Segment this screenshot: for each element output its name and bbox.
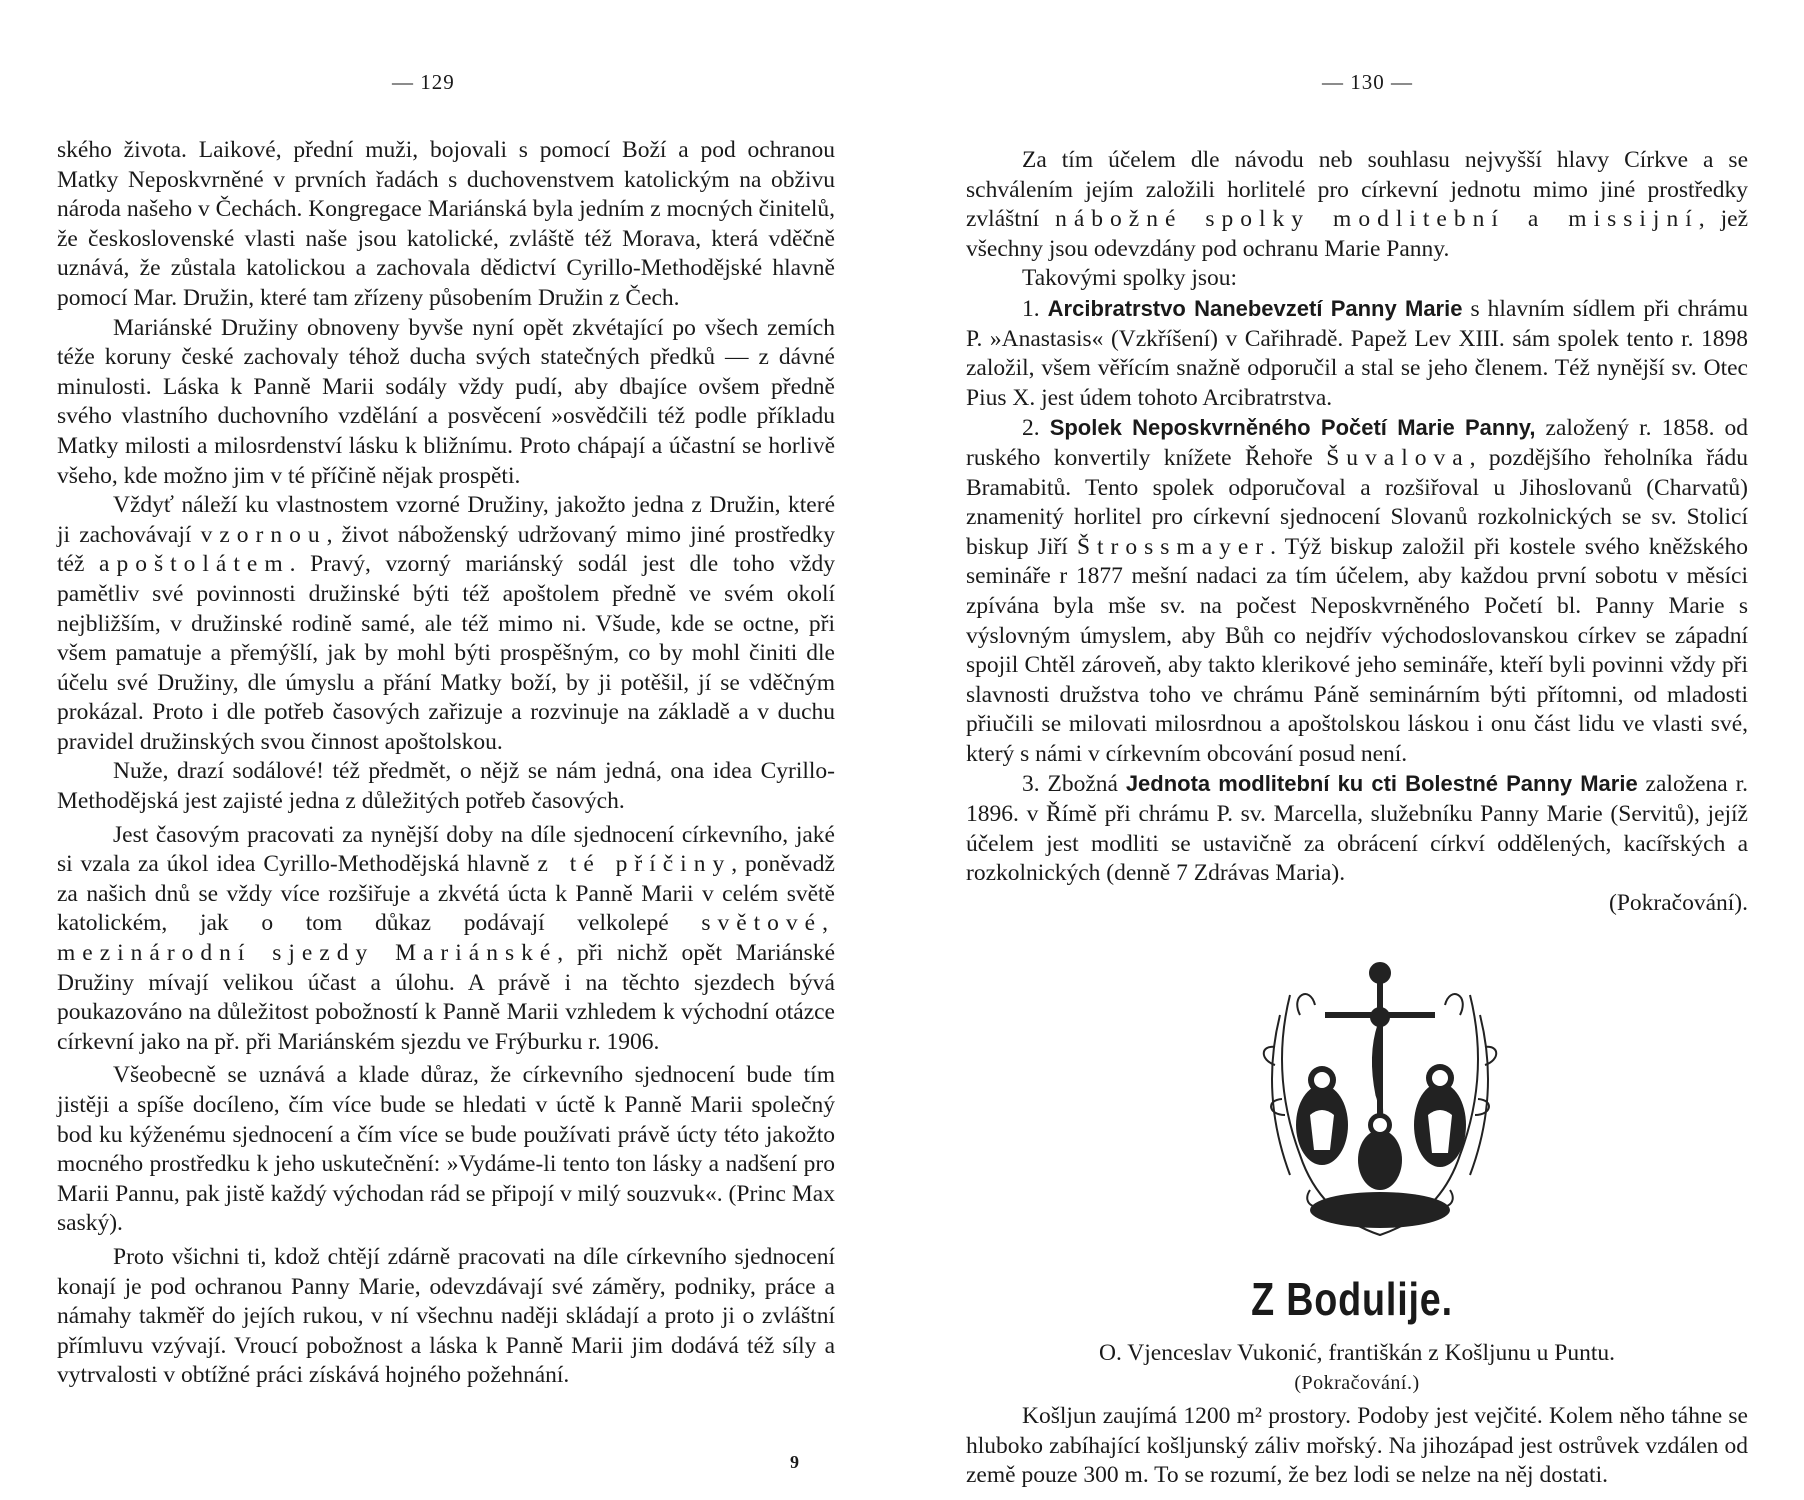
right-text-column [966,146,1748,918]
list-item: 1. Arcibratrstvo Nanebevzetí Panny Marie s hlavním sídlem při chrámu P. »Anastasis« (Vzkříšení) v Cařihradě. Papež Lev XIII. sám spolek tento r. 1898 založil, všem věřícím snažně odporučil a stal se jeho členem. Též nynější sv. Otec Pius X. jest údem tohoto Arcibratrstva. [966,295,1748,411]
paragraph: Proto všichni ti, kdož chtějí zdárně pracovati na díle církevního sjednocení konají je pod ochranou Panny Marie, odevzdávají své záměry, podniky, práce a námahy takměř do jejích rukou, v ní všechnu naději skládají a proto ji o zvláštní přímluvu vzývají. Vroucí pobožnost a láska k Panně Marii jim dodává též síly a vytrvalosti v obtížné práci získává hojného požehnání. [57,1243,835,1389]
crucifixion-vignette-icon [1230,955,1530,1265]
left-text-column [57,136,835,1391]
article-continued-note: (Pokračování.) [1294,1372,1420,1394]
continued-note: (Pokračování). [1609,889,1748,916]
article-title: Z Bodulije. [1251,1273,1453,1325]
spaced-text: nábožné spolky modlitební a missijní [1055,206,1699,233]
list-item: 2. Spolek Neposkvrněného Početí Marie Panny, založený r. 1858. od ruského konvertily knížete Řehoře Šuvalova, pozdějšího řeholníka řádu Bramabitů. Tento spolek odporučoval a rozšiřoval u Jihoslovanů (Charvatů) znamenitý horlitel pro církevní sjednocení Slovanů rozkolnických se sv. Stolicí biskup Jiří Štrossmayer. Týž biskup založil při kostele svého kněžského semináře r 1877 mešní nadaci za tím účelem, aby každou první sobotu v měsíci zpívána byla mše sv. na počest Neposkvrněného Početí bl. Panny Marie s výslovným úmyslem, aby Bůh co nejdřív východoslovanskou církev se západní spojil Chtěl zároveň, aby takto klerikové jeho semináře, kteří byli povinni vždy při slavnosti družstva toho ve chrámu Páně seminárním býti přítomni, od mladosti přiučili se milovati milosrdnou a apoštolskou láskou i onu část lidu ve vlasti své, který s námi v církevním obcování posud není. [966,415,1749,767]
spaced-text: apoštolátem [99,551,290,578]
paragraph: ského života. Laikové, přední muži, bojovali s pomocí Boží a pod ochranou Matky Neposkvrněné v prvních řadách s duchovenstvem katolickým na obživu národa našeho v Čechách. Kongregace Mariánská byla jedním z mocných činitelů, že československé vlasti naše jsou katolické, zvláště též Morava, která vděčně uznává, že zůstala katolickou a zachovala dědictví Cyrillo-Methodějské hlavně pomocí Mar. Družin, které tam zřízeny působením Družin z Čech. [57,137,835,311]
spaced-text: Šuvalova [1326,444,1470,471]
signature-mark: 9 [790,1452,799,1472]
article-body [966,1402,1748,1491]
paragraph: Nuže, drazí sodálové! též předmět, o nějž se nám jedná, ona idea Cyrillo-Methodějská jest zajisté jedna z důležitých potřeb časových. [57,758,835,815]
left-page [0,0,900,1500]
spaced-text: Štrossmayer [1076,533,1271,560]
list-item: 3. Zbožná Jednota modlitební ku cti Bolestné Panny Marie založena r. 1896. v Římě při chrámu P. sv. Marcella, služebníku Panny Marie (Servitů), jejíž účelem jest modliti se ustavičně za obrácení církví oddělených, kacířských a rozkolnických (denně 7 Zdrávas Maria). [966,771,1749,887]
paragraph: Takovými spolky jsou: [1022,265,1238,292]
paragraph: Za tím účelem dle návodu neb souhlasu nejvyšší hlavy Církve a se schválením jejím založili horlitelé pro církevní jednotu mimo jiné prostředky zvláštní nábožné spolky modlitební a missijní, jež všechny jsou odevzdány pod ochranu Marie Panny. [966,147,1748,262]
paragraph: Mariánské Družiny obnoveny byvše nyní opět zkvétající po všech zemích téže koruny české zachovaly téhož ducha svých statečných předků — z dávné minulosti. Láska k Panně Marii sodály vždy pudí, aby dbajíce ovšem předně svého vlastního duchovního vzdělání a posvěcení »osvědčili též podle příkladu Matky milosti a milosrdenství lásku k bližnímu. Proto chápají a účastní se horlivě všeho, kde možno jim v té příčině nějak prospěti. [57,314,835,489]
page-number-right: — 130 — [1322,70,1413,94]
article-author: O. Vjenceslav Vukonić, františkán z Košljunu u Puntu. [1099,1340,1615,1366]
spaced-text: vzornou [200,521,327,548]
paragraph: Všeobecně se uznává a klade důraz, že církevního sjednocení bude tím jistěji a spíše docíleno, čím více bude se hledati v úctě k Panně Marii společný bod ku kýženému sjednocení a čím více se bude používati právě úcty této jakožto mocného prostředku k jeho uskutečnění: »Vydáme-li tento ton lásky a nadšení pro Marii Pannu, pak jistě každý východan rád se připojí v milý souzvuk«. (Princ Max saský). [57,1062,835,1237]
spaced-text: světové, mezinárodní sjezdy Mariánské [57,910,835,967]
right-page [900,0,1804,1500]
bold-heading: Arcibratrstvo Nanebevzetí Panny Marie [1047,295,1463,321]
spaced-text: z té příčiny [537,851,732,878]
paragraph: Vždyť náleží ku vlastnostem vzorné Družiny, jakožto jedna z Družin, které ji zachovávají vzornou, život náboženský udržovaný mimo jiné prostředky též apoštolátem. Pravý, vzorný mariánský sodál jest dle toho vždy pamětliv své povinnosti družinské býti též apoštolem předně ve svém okolí nejbližším, v družinské rodině samé, ale též mimo ni. Všude, kde se octne, při všem pamatuje a přemýšlí, jak by mohl býti prospěšným, co by mohl činiti dle účelu své Družiny, dle úmyslu a přání Matky boží, by ji potěšil, jí se vděčným prokázal. Proto i dle potřeb časových zařizuje a rozvinuje na základě a v duchu pravidel družinských svou činnost apoštolskou. [57,492,835,755]
page-number-left: — 129 [392,70,455,94]
bold-heading: Jednota modlitební ku cti Bolestné Panny Marie [1125,771,1638,797]
paragraph: Jest časovým pracovati za nynější doby na díle sjednocení církevního, jaké si vzala za úkol idea Cyrillo-Methodějská hlavně z té příčiny, poněvadž za našich dnů se vždy více rozšiřuje a zkvétá úcta k Panně Marii v celém světě katolickém, jak o tom důkaz podávají velkolepé světové, mezinárodní sjezdy Mariánské, při nichž opět Mariánské Družiny mívají velikou účast a úlohu. A právě i na těchto sjezdech bývá poukazováno na důležitost pobožností k Panně Marii vzhledem k východní otázce církevní jako na př. při Mariánském sjezdu ve Frýburku r. 1906. [57,821,835,1055]
paragraph: Košljun zaujímá 1200 m² prostory. Podoby jest vejčité. Kolem něho táhne se hluboko zabíhající košljunský záliv mořský. Na jihozápad jest ostrůvek vzdálen od země pouze 300 m. To se rozumí, že bez lodi se nelze na něj dostati. [966,1403,1748,1489]
bold-heading: Spolek Neposkvrněného Početí Marie Panny, [1049,415,1536,441]
